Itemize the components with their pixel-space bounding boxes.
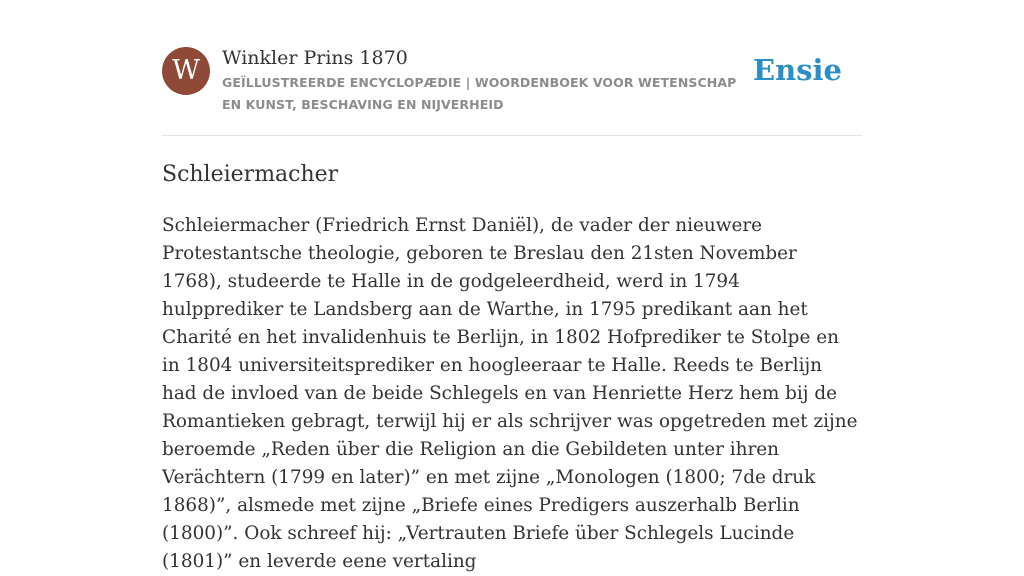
entry-title: Schleiermacher — [162, 162, 339, 187]
source-subtitle: GEÏLLUSTREERDE ENCYCLOPÆDIE | WOORDENBOEK VOOR WETENSCHAP EN KUNST, BESCHAVING EN NIJVERHEID — [222, 75, 737, 112]
entry-body: Schleiermacher (Friedrich Ernst Daniël), de vader der nieuwere Protestantsche theologie, geboren te Breslau den 21sten November 1768), studeerde te Halle in de godgeleerdheid, werd in 1794 hulpprediker te Landsberg aan de Warthe, in 1795 predikant aan het Charité en het invalidenhuis te Berlijn, in 1802 Hofprediker te Stolpe en in 1804 universiteitsprediker en hoogleeraar te Halle. Reeds te Berlijn had de invloed van de beide Schlegels en van Henriette Herz hem bij de Romantieken gebragt, terwijl hij er als schrijver was opgetreden met zijne beroemde „Reden über die Religion an die Gebildeten unter ihren Verächtern (1799 en later)” en met zijne „Monologen (1800; 7de druk 1868)”, alsmede met zijne „Briefe eines Predigers auszerhalb Berlin (1800)”. Ook schreef hij: „Vertrauten Briefe über Schlegels Lucinde (1801)” en leverde eene vertaling — [162, 215, 858, 572]
ensie-logo-link[interactable]: Ensie — [753, 53, 842, 87]
source-header — [162, 46, 862, 116]
header-divider — [162, 135, 862, 136]
source-title[interactable]: Winkler Prins 1870 — [222, 47, 408, 69]
source-avatar[interactable]: W — [162, 47, 210, 95]
